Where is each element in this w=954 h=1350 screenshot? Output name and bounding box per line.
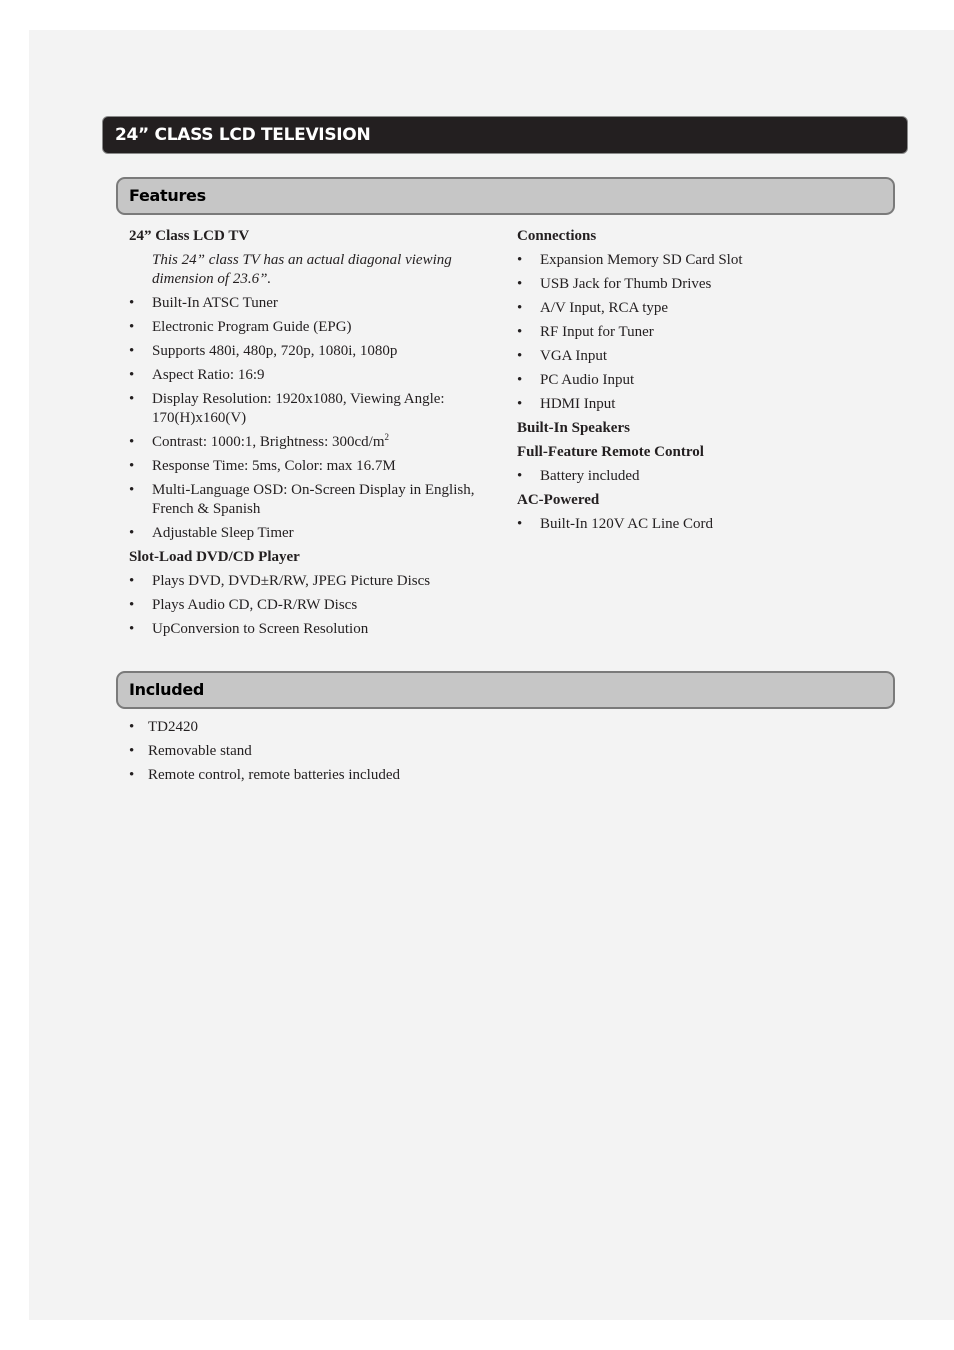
- feature-item: • Plays Audio CD, CD-R/RW Discs: [129, 596, 499, 615]
- included-header: [116, 671, 895, 709]
- feature-item: • Supports 480i, 480p, 720p, 1080i, 1080p: [129, 342, 499, 361]
- feature-note: This 24” class TV has an actual diagonal viewing dimension of 23.6”.: [152, 252, 452, 287]
- feature-item: • PC Audio Input: [517, 371, 877, 390]
- superscript: 2: [384, 432, 389, 442]
- feature-item: • Aspect Ratio: 16:9: [129, 366, 499, 385]
- feature-item: • Expansion Memory SD Card Slot: [517, 251, 877, 270]
- feature-group-heading: 24” Class LCD TV: [129, 228, 250, 244]
- feature-item: • UpConversion to Screen Resolution: [129, 620, 499, 639]
- feature-item: • VGA Input: [517, 347, 877, 366]
- feature-group-heading: Full-Feature Remote Control: [517, 444, 704, 460]
- feature-item: • Battery included: [517, 467, 877, 486]
- feature-item: • Multi-Language OSD: On-Screen Display in English, French & Spanish: [129, 481, 499, 519]
- features-header: [116, 177, 895, 215]
- feature-item: • Contrast: 1000:1, Brightness: $300cd/m^2$: [129, 433, 499, 452]
- feature-list: [129, 294, 499, 543]
- feature-group-heading: Connections: [517, 228, 597, 244]
- feature-group-heading: AC-Powered: [517, 492, 600, 508]
- features-heading: Features: [129, 186, 206, 205]
- features-left-column: [129, 227, 499, 644]
- feature-item: • A/V Input, RCA type: [517, 299, 877, 318]
- feature-group-heading: Built-In Speakers: [517, 420, 630, 436]
- feature-group-heading: Slot-Load DVD/CD Player: [129, 549, 300, 565]
- feature-item: • Electronic Program Guide (EPG): [129, 318, 499, 337]
- page-title: 24” CLASS LCD TELEVISION: [115, 125, 371, 145]
- included-list: [129, 718, 629, 785]
- feature-item: • Response Time: 5ms, Color: max 16.7M: [129, 457, 499, 476]
- feature-list: [517, 251, 877, 414]
- included-heading: Included: [129, 680, 205, 699]
- feature-item: • USB Jack for Thumb Drives: [517, 275, 877, 294]
- feature-list: [517, 515, 877, 534]
- feature-item: • RF Input for Tuner: [517, 323, 877, 342]
- included-item: • Removable stand: [129, 742, 629, 761]
- feature-item: • Plays DVD, DVD±R/RW, JPEG Picture Discs: [129, 572, 499, 591]
- feature-item: • HDMI Input: [517, 395, 877, 414]
- feature-list: [129, 572, 499, 639]
- feature-item: • Built-In 120V AC Line Cord: [517, 515, 877, 534]
- included-item: • TD2420: [129, 718, 629, 737]
- included-item: • Remote control, remote batteries included: [129, 766, 629, 785]
- included-column: [129, 718, 629, 790]
- page: [29, 30, 954, 1320]
- feature-list: [517, 467, 877, 486]
- feature-item: • Adjustable Sleep Timer: [129, 524, 499, 543]
- feature-item: • Display Resolution: 1920x1080, Viewing Angle: 170(H)x160(V): [129, 390, 499, 428]
- feature-item: • Built-In ATSC Tuner: [129, 294, 499, 313]
- features-right-column: [517, 227, 877, 539]
- title-bar: [102, 116, 908, 154]
